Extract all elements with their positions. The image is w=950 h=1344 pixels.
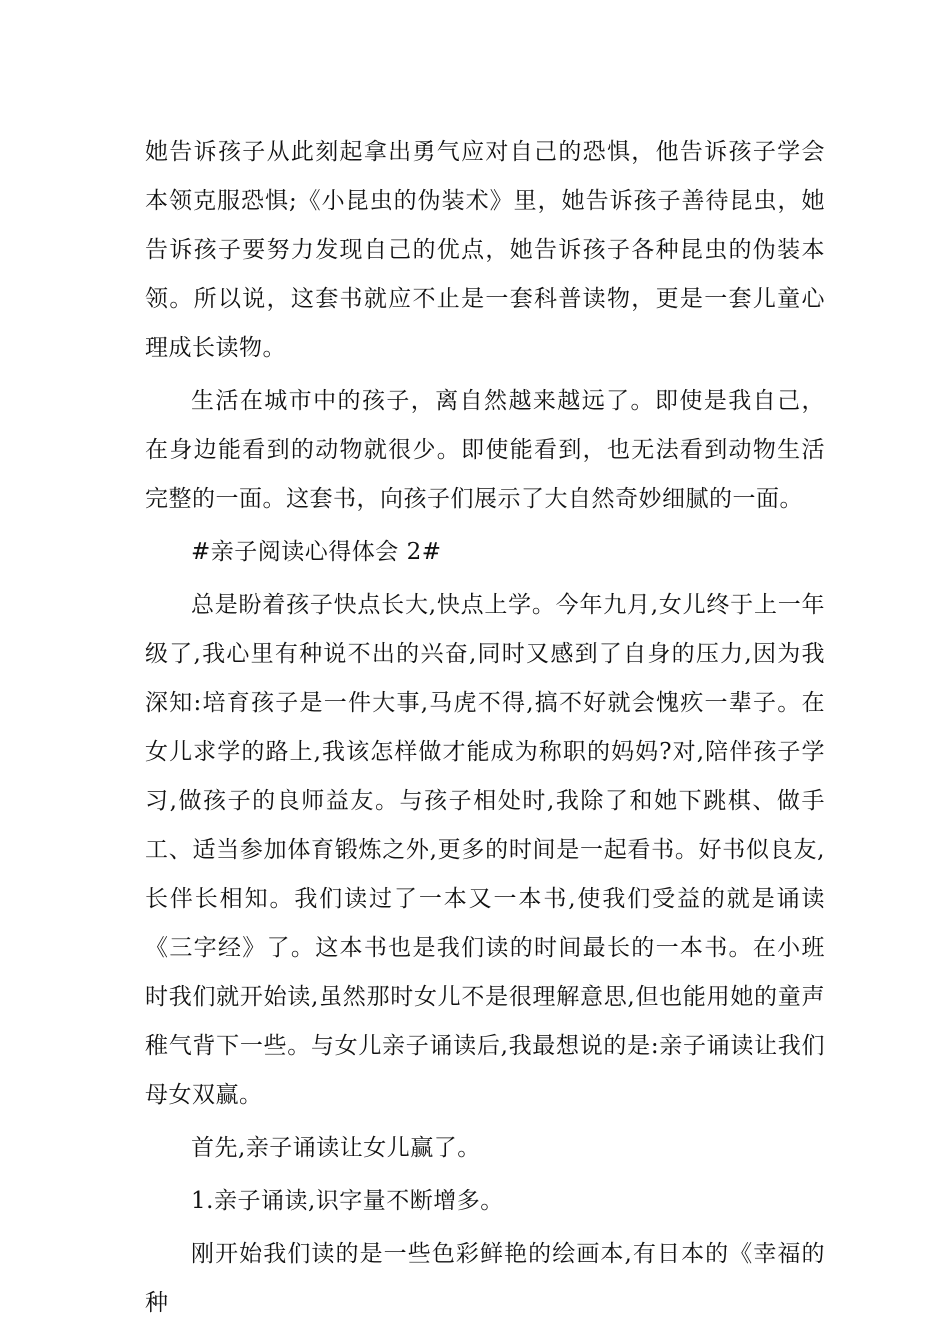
paragraph-5: 刚开始我们读的是一些色彩鲜艳的绘画本,有日本的《幸福的种 (145, 1241, 825, 1316)
section-heading: #亲子阅读心得体会 2# (191, 539, 442, 565)
paragraph-2: 生活在城市中的孩子，离自然越来越远了。即使是我自己，在身边能看到的动物就很少。即使能看到，也无法看到动物生活完整的一面。这套书，向孩子们展示了大自然奇妙细腻的一面。 (145, 388, 825, 512)
paragraph-3: 总是盼着孩子快点长大,快点上学。今年九月,女儿终于上一年级了,我心里有种说不出的兴奋,同时又感到了自身的压力,因为我深知:培育孩子是一件大事,马虎不得,搞不好就会愧疚一辈子。在女儿求学的路上,我该怎样做才能成为称职的妈妈?对,陪伴孩子学习,做孩子的良师益友。与孩子相处时,我除了和她下跳棋、做手工、适当参加体育锻炼之外,更多的时间是一起看书。好书似良友,长伴长相知。我们读过了一本又一本书,使我们受益的就是诵读《三字经》了。这本书也是我们读的时间最长的一本书。在小班时我们就开始读,虽然那时女儿不是很理解意思,但也能用她的童声稚气背下一些。与女儿亲子诵读后,我最想说的是:亲子诵读让我们母女双赢。 (145, 592, 825, 1108)
list-item-1: 1.亲子诵读,识字量不断增多。 (191, 1188, 504, 1214)
paragraph-1: 她告诉孩子从此刻起拿出勇气应对自己的恐惧，他告诉孩子学会本领克服恐惧;《小昆虫的伪装术》里，她告诉孩子善待昆虫，她告诉孩子要努力发现自己的优点，她告诉孩子各种昆虫的伪装本领。所以说，这套书就应不止是一套科普读物，更是一套儿童心理成长读物。 (145, 139, 825, 361)
paragraph-4: 首先,亲子诵读让女儿赢了。 (191, 1135, 481, 1161)
document-body (145, 128, 825, 1332)
